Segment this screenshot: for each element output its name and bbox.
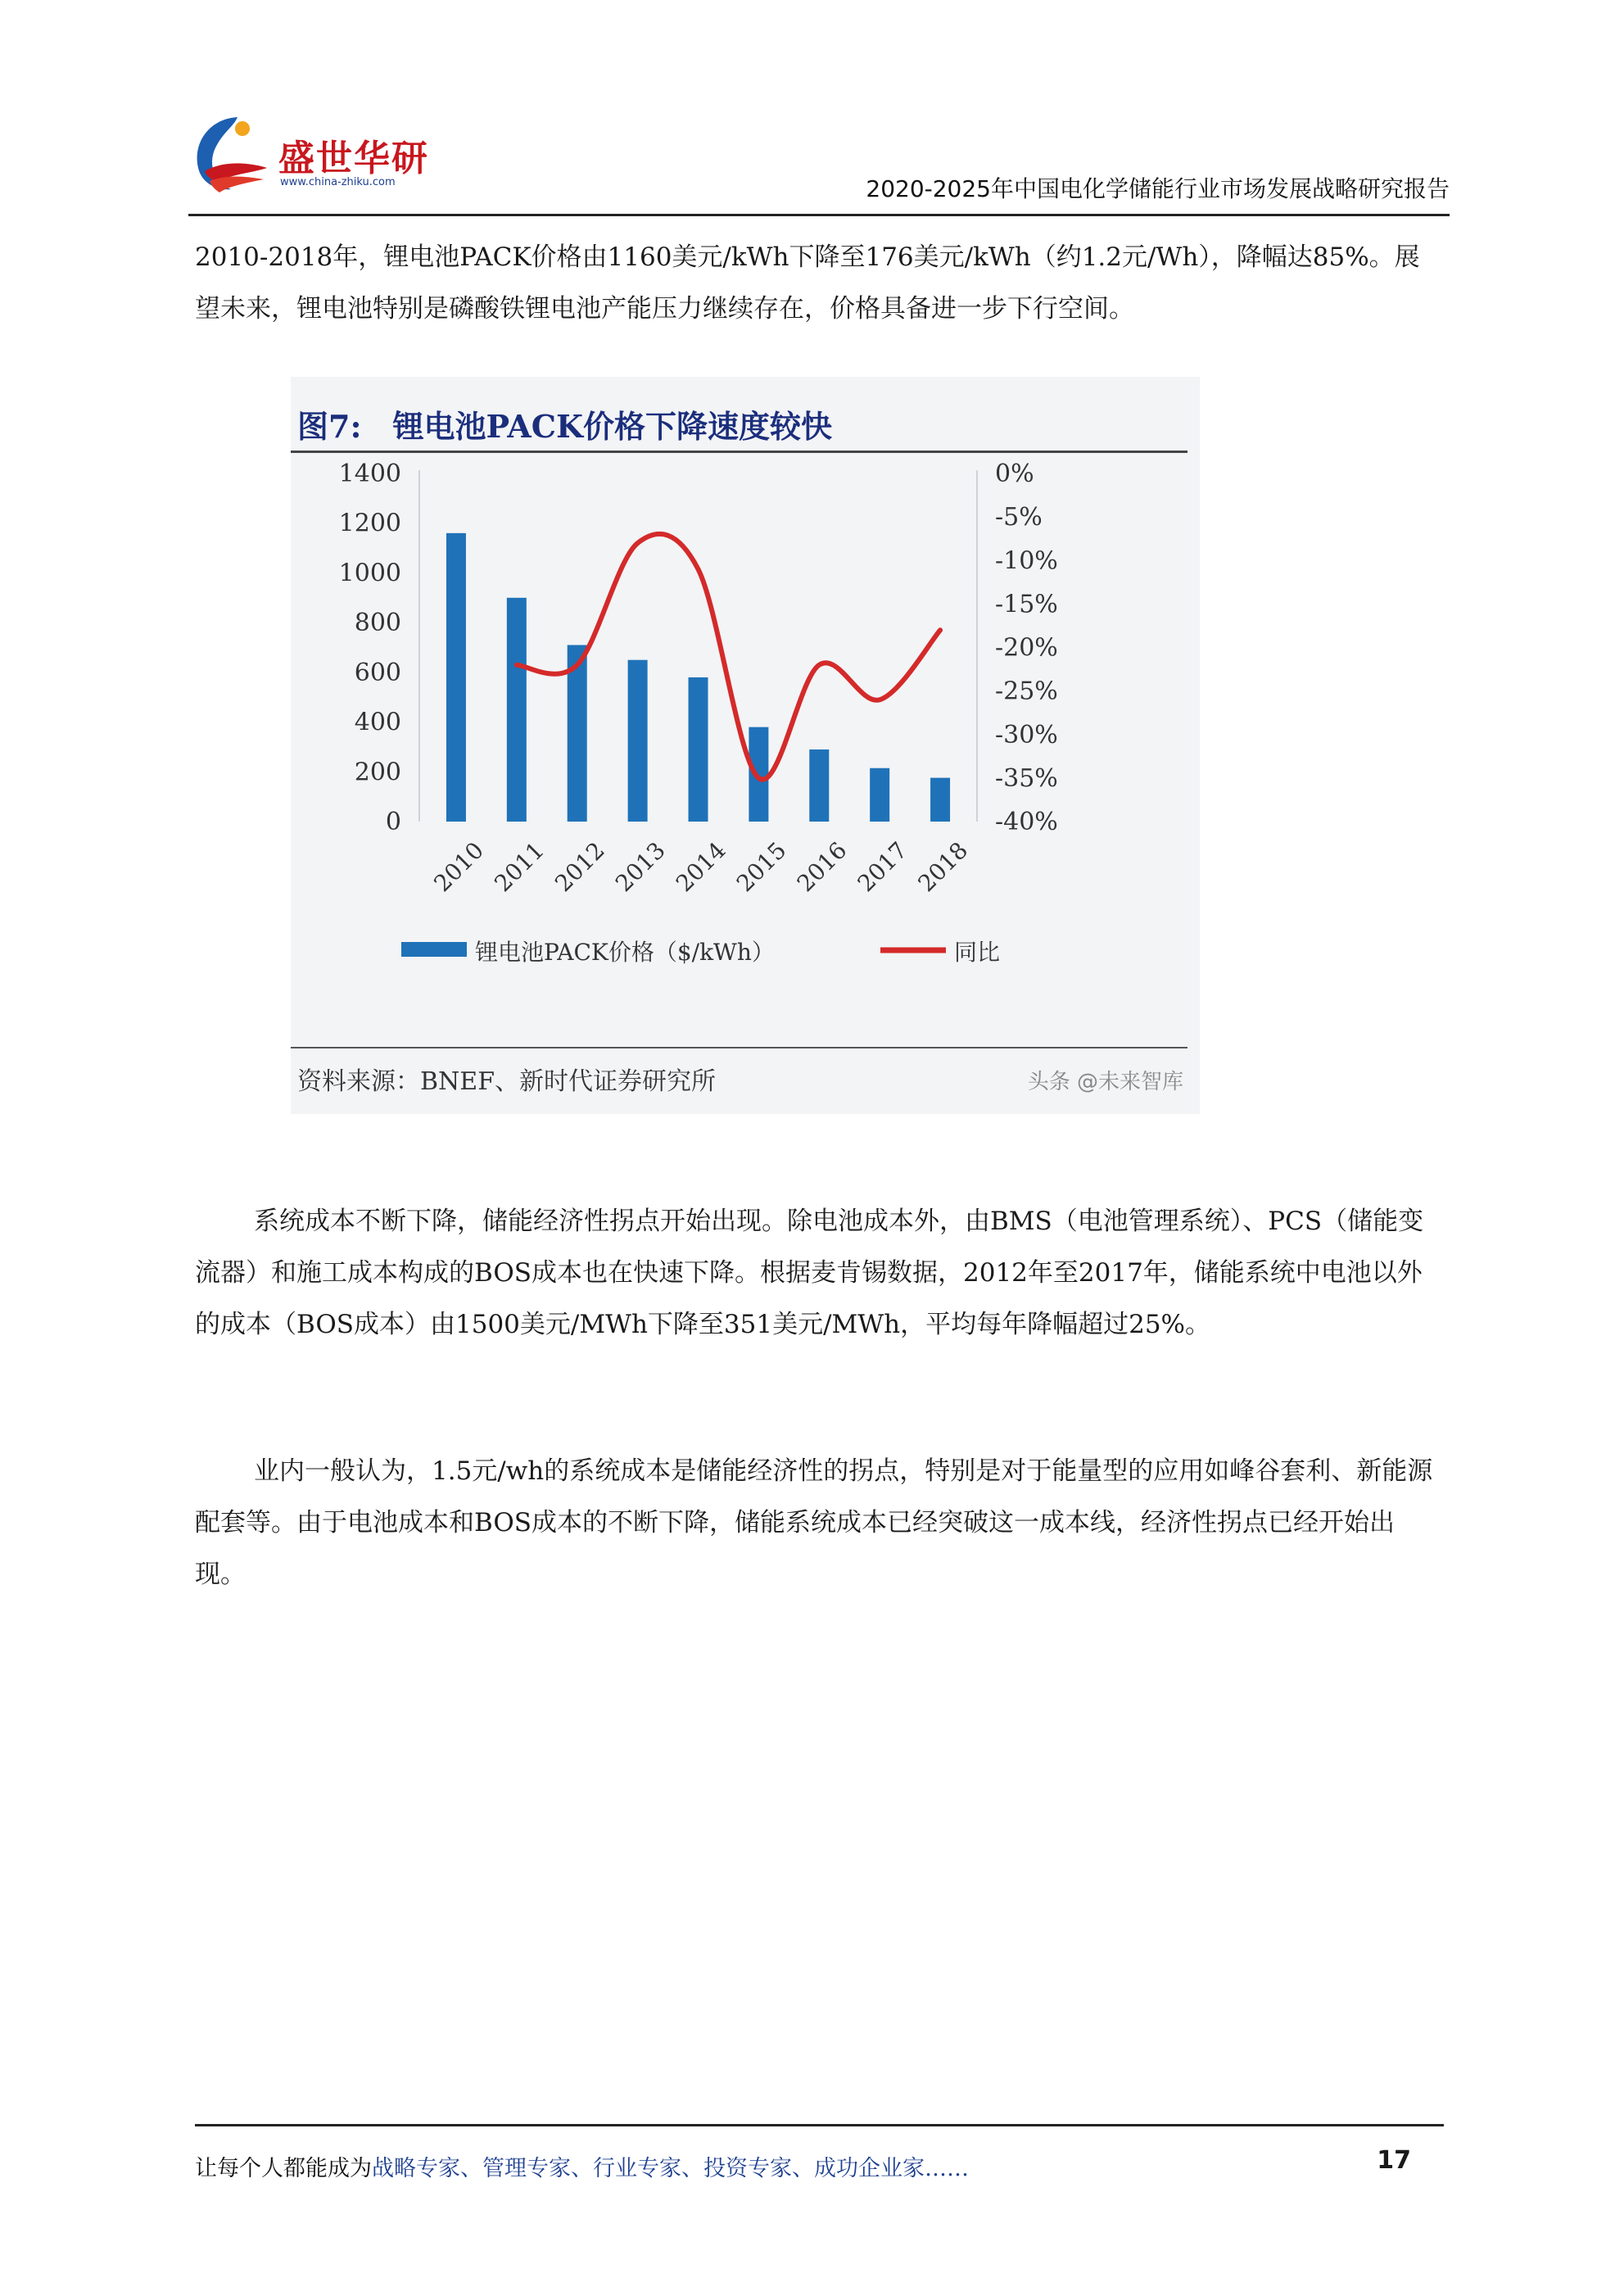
- y-right-tick-label: -15%: [995, 590, 1058, 619]
- legend-bar-label: 锂电池PACK价格（$/kWh）: [475, 939, 775, 966]
- watermark: 头条 @未来智库: [1027, 1070, 1183, 1094]
- legend-bar-swatch: [401, 942, 467, 957]
- price-chart: [291, 459, 1192, 1040]
- y-right-tick-label: -35%: [995, 763, 1058, 793]
- figure-source-rule: [291, 1047, 1187, 1048]
- bar-2010: [446, 533, 466, 822]
- y-right-tick-label: -5%: [995, 503, 1043, 532]
- legend-line-label: 同比: [954, 939, 1001, 966]
- y-left-tick-label: 400: [354, 708, 401, 737]
- y-right-tick-label: -40%: [995, 808, 1058, 836]
- y-left-tick-label: 1400: [338, 460, 401, 488]
- y-right-tick-label: -20%: [995, 633, 1058, 663]
- y-left-tick-label: 1000: [338, 559, 401, 588]
- footer-prefix: 让每个人都能成为: [195, 2156, 372, 2181]
- figure-title: 图7: 锂电池PACK价格下降速度较快: [297, 408, 833, 445]
- y-right-tick-label: -10%: [995, 546, 1058, 576]
- y-left-tick-label: 1200: [338, 509, 401, 538]
- page-header: [188, 111, 1450, 217]
- x-tick-label: 2010: [428, 836, 490, 898]
- footer-divider: [195, 2124, 1444, 2126]
- paragraph-1: 2010-2018年，锂电池PACK价格由1160美元/kWh下降至176美元/kWh（约1.2元/Wh），降幅达85%。展望未来，锂电池特别是磷酸铁锂电池产能压力继续存在，价格具备进一步下行空间。: [195, 242, 1420, 324]
- paragraph-3: 业内一般认为，1.5元/wh的系统成本是储能经济性的拐点，特别是对于能量型的应用如峰谷套利、新能源配套等。由于电池成本和BOS成本的不断下降，储能系统成本已经突破这一成本线，经济性拐点已经开始出现。: [195, 1456, 1433, 1589]
- x-tick-label: 2016: [791, 836, 853, 898]
- logo-url: www.china-zhiku.com: [280, 176, 396, 188]
- x-tick-label: 2013: [610, 836, 671, 898]
- bar-2018: [930, 778, 950, 822]
- bar-2017: [870, 768, 889, 822]
- bar-2016: [809, 749, 829, 822]
- x-tick-label: 2015: [731, 836, 792, 898]
- x-tick-label: 2012: [550, 836, 610, 898]
- logo: [188, 111, 434, 201]
- y-left-tick-label: 200: [354, 758, 401, 787]
- y-left-tick-label: 0: [385, 808, 401, 836]
- figure-source: 资料来源：BNEF、新时代证券研究所: [297, 1067, 717, 1096]
- y-right-tick-label: -25%: [995, 677, 1058, 706]
- x-tick-label: 2014: [670, 836, 731, 898]
- x-tick-label: 2018: [912, 836, 974, 898]
- figure-7: [291, 377, 1200, 1114]
- bar-2015: [749, 727, 768, 822]
- bar-2011: [507, 598, 527, 822]
- x-tick-label: 2011: [489, 836, 550, 898]
- y-right-tick-label: 0%: [995, 460, 1034, 488]
- logo-mark-icon: [188, 111, 278, 201]
- figure-title-rule: [291, 451, 1187, 453]
- bar-2013: [628, 660, 648, 822]
- x-tick-label: 2017: [852, 836, 913, 898]
- footer-slogan: [195, 2150, 969, 2182]
- paragraph-2: 系统成本不断下降，储能经济性拐点开始出现。除电池成本外，由BMS（电池管理系统）、PCS（储能变流器）和施工成本构成的BOS成本也在快速下降。根据麦肯锡数据，2012年至2017年，储能系统中电池以外的成本（BOS成本）由1500美元/MWh下降至351美元/MWh，平均每年降幅超过25%。: [195, 1207, 1424, 1339]
- y-right-tick-label: -30%: [995, 720, 1058, 749]
- y-left-tick-label: 600: [354, 658, 401, 687]
- y-left-tick-label: 800: [354, 609, 401, 638]
- page-number: 17: [1377, 2146, 1411, 2175]
- header-divider: [188, 214, 1450, 216]
- logo-text: 盛世华研: [278, 138, 429, 179]
- report-title: 2020-2025年中国电化学储能行业市场发展战略研究报告: [866, 175, 1450, 202]
- footer-links: 战略专家、管理专家、行业专家、投资专家、成功企业家……: [372, 2156, 969, 2181]
- bar-2014: [689, 677, 708, 822]
